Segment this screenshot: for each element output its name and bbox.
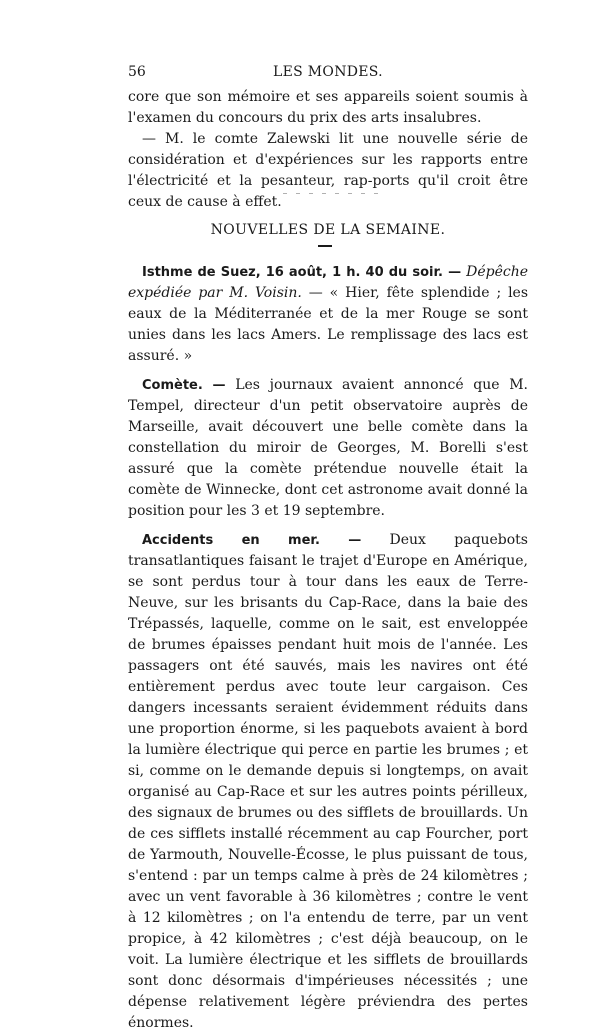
running-head: LES MONDES. [273,64,383,80]
article-comete-body: Les journaux avaient annoncé que M. Tempel, directeur d'un petit observatoire auprès de Marseille, avait découvert une belle comète dans la constellation du miroir de Georges, M. Borelli s'est assuré que la comète prétendue nouvelle était la comète de Winnecke, dont cet astronome avait donné la position pour les 3 et 19 septembre. [128,377,528,519]
intro-paragraph-2: — M. le comte Zalewski lit une nouvelle série de considération et d'expériences sur les rapports entre l'électricité et la pesanteur, rap-ports qu'il croit être ceux de cause à effet. [128,131,528,210]
separator-dots [283,190,378,196]
intro-paragraph-1: core que son mémoire et ses appareils soient soumis à l'examen du concours du prix des arts insalubres. [128,89,528,126]
article-suez-italic: Dépêche expédiée par M. Voisin. [128,264,529,301]
article-accidents-body: Deux paquebots transatlantiques faisant le trajet d'Europe en Amérique, se sont perdus tour à tour dans les eaux de Terre-Neuve, sur les brisants du Cap-Race, dans la baie des Trépassés, laquelle, comme on le sait, est enveloppée de brumes épaisses pendant huit mois de l'année. Les passagers ont été sauvés, mais les navires ont été entièrement perdus avec toute leur cargaison. Ces dangers incessants seraient évidemment réduits dans une proportion énorme, si les paquebots avaient à bord la lumière électrique qui perce en partie les brumes ; et si, comme on le demande depuis si longtemps, on avait organisé au Cap-Race et sur les autres points périlleux, des signaux de brumes ou des sifflets de brouillards. Un de ces sifflets installé récemment au cap Fourcher, port de Yarmouth, Nouvelle-Écosse, le plus puissant de tous, s'entend : par un temps calme à près de 24 kilomètres ; avec un vent favorable à 36 kilomètres ; contre le vent à 12 kilomètres ; on l'a entendu de terre, par un vent propice, à 42 kilomètres ; c'est déjà beaucoup, on le voit. La lumière électrique et les sifflets de brouillards sont donc désormais d'impérieuses nécessités ; une dépense relativement légère préviendra des pertes énormes. [128,532,528,1031]
page-number: 56 [128,64,146,80]
article-suez [128,262,528,367]
article-suez-lead: Isthme de Suez, [142,265,261,280]
page-header [128,64,528,84]
news-block [128,262,528,1034]
section-title: NOUVELLES DE LA SEMAINE. [210,222,446,238]
article-suez-dateline: 16 août, 1 h. 40 du soir. — [265,265,462,280]
article-comete [128,375,528,522]
article-accidents [128,530,528,1034]
article-accidents-lead: Accidents en mer. — [142,533,362,548]
title-dash [318,245,332,247]
article-suez-body: — « Hier, fête splendide ; les eaux de la Méditerranée et de la mer Rouge se sont unies dans les lacs Amers. Le remplissage des lacs est assuré. » [128,285,529,364]
article-comete-lead: Comète. — [142,378,226,393]
